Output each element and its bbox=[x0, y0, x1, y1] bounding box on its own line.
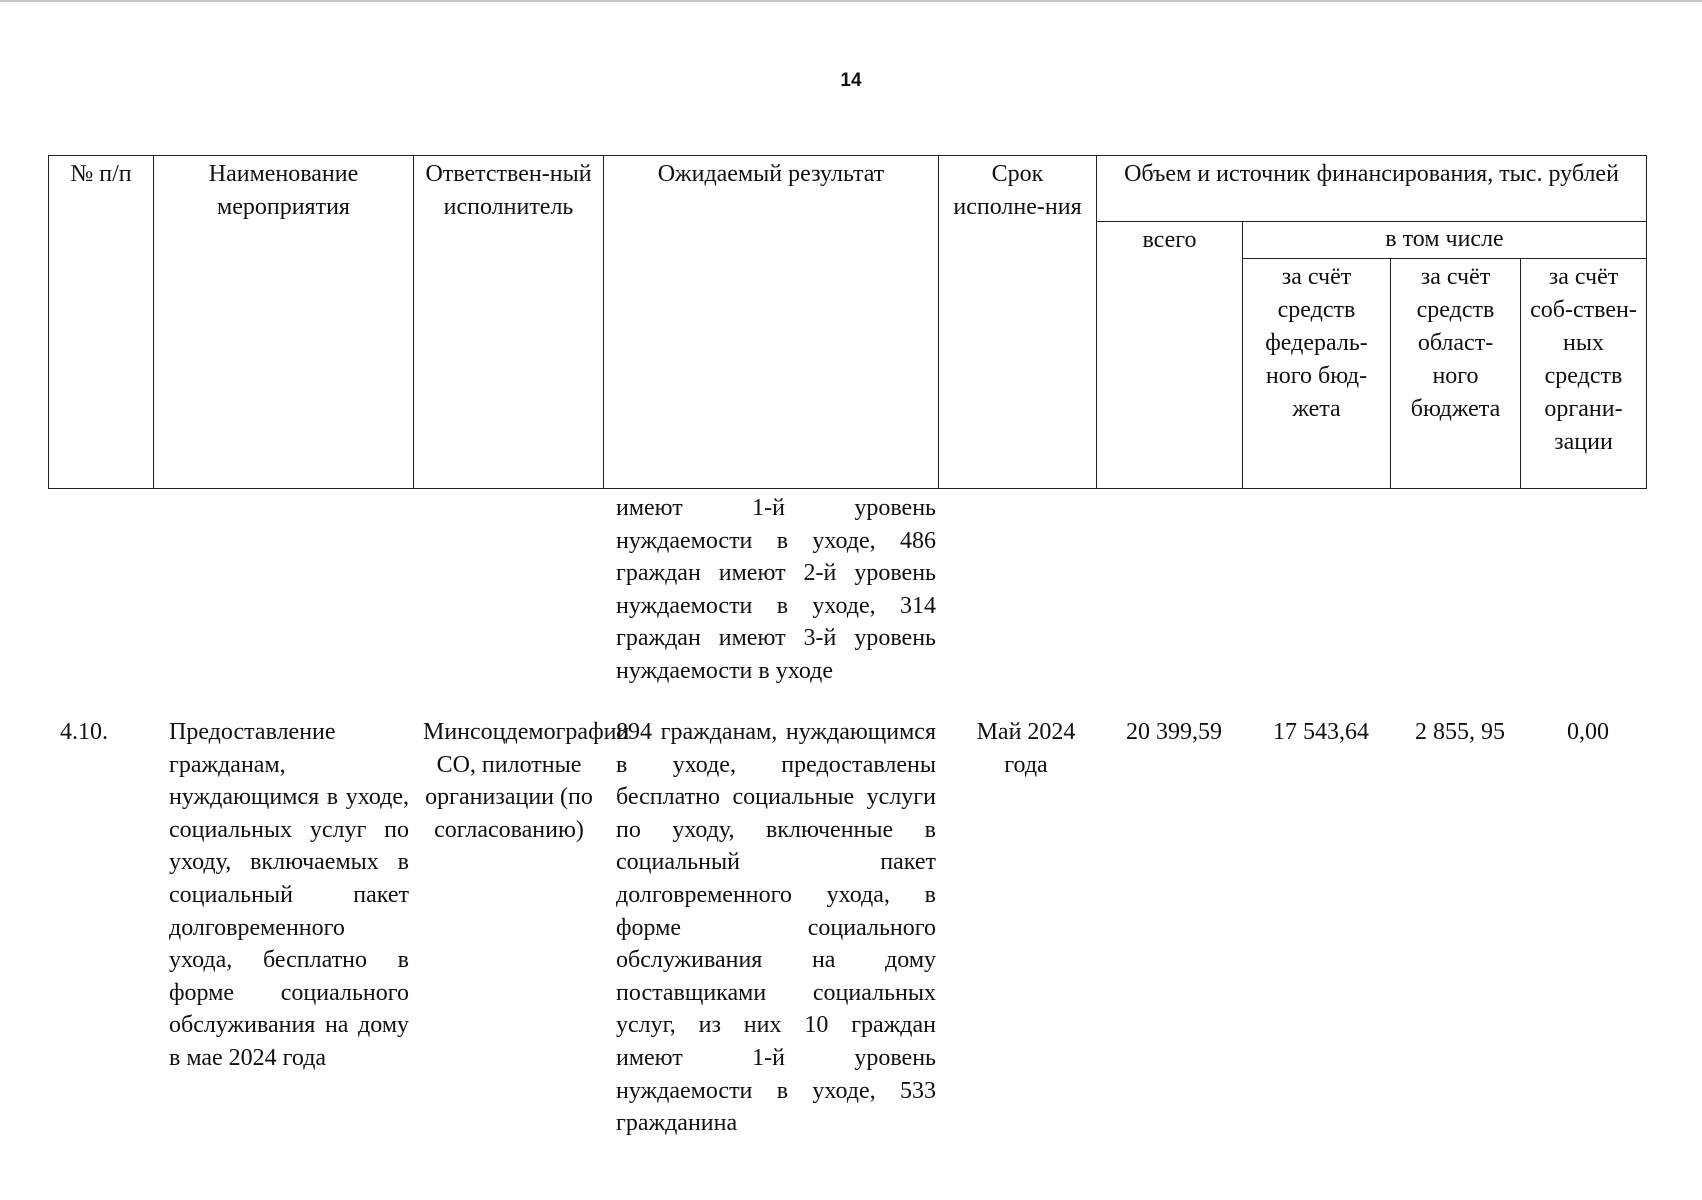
row-result: 894 гражданам, нуждающимся в уходе, предоставлены бесплатно социальные услуги по уходу, включенные в социальный пакет долговременного ухода, в форме социального обслуживания на дому поставщиками социальных услуг, из них 10 граждан имеют 1-й уровень нуждаемости в уходе, 533 гражданина bbox=[616, 719, 936, 1137]
header-responsible: Ответствен-ный исполнитель bbox=[414, 156, 604, 489]
header-name: Наименование мероприятия bbox=[154, 156, 414, 489]
header-including: в том числе bbox=[1243, 222, 1647, 259]
row-own: 0,00 bbox=[1567, 719, 1609, 745]
row-total: 20 399,59 bbox=[1126, 719, 1222, 745]
row-name: Предоставление гражданам, нуждающимся в уходе, социальных услуг по уходу, включаемых в социальный пакет долговременного ухода, бесплатно в форме социального обслуживания на дому в мае 2024 года bbox=[169, 719, 409, 1071]
header-finance: Объем и источник финансирования, тыс. рублей bbox=[1097, 156, 1647, 222]
row-federal: 17 543,64 bbox=[1273, 719, 1369, 745]
page-top-edge bbox=[0, 0, 1702, 2]
header-total: всего bbox=[1097, 222, 1243, 489]
table-header bbox=[48, 155, 1647, 489]
row-number: 4.10. bbox=[60, 719, 108, 745]
header-own: за счёт соб-ствен-ных средств органи-зации bbox=[1521, 259, 1647, 489]
header-num: № п/п bbox=[49, 156, 154, 489]
header-term: Срок исполне-ния bbox=[939, 156, 1097, 489]
page-number: 14 bbox=[840, 70, 862, 91]
header-result: Ожидаемый результат bbox=[604, 156, 939, 489]
continuation-result: имеют 1-й уровень нуждаемости в уходе, 486 граждан имеют 2-й уровень нуждаемости в уходе, 314 граждан имеют 3-й уровень нуждаемости в уходе bbox=[616, 495, 936, 684]
row-term: Май 2024 года bbox=[976, 719, 1076, 778]
row-responsible: Минсоцдемографии СО, пилотные организации (по согласованию) bbox=[423, 719, 630, 843]
row-regional: 2 855, 95 bbox=[1415, 719, 1505, 745]
header-federal: за счёт средств федераль-ного бюд-жета bbox=[1243, 259, 1391, 489]
header-regional: за счёт средств област-ного бюджета bbox=[1391, 259, 1521, 489]
